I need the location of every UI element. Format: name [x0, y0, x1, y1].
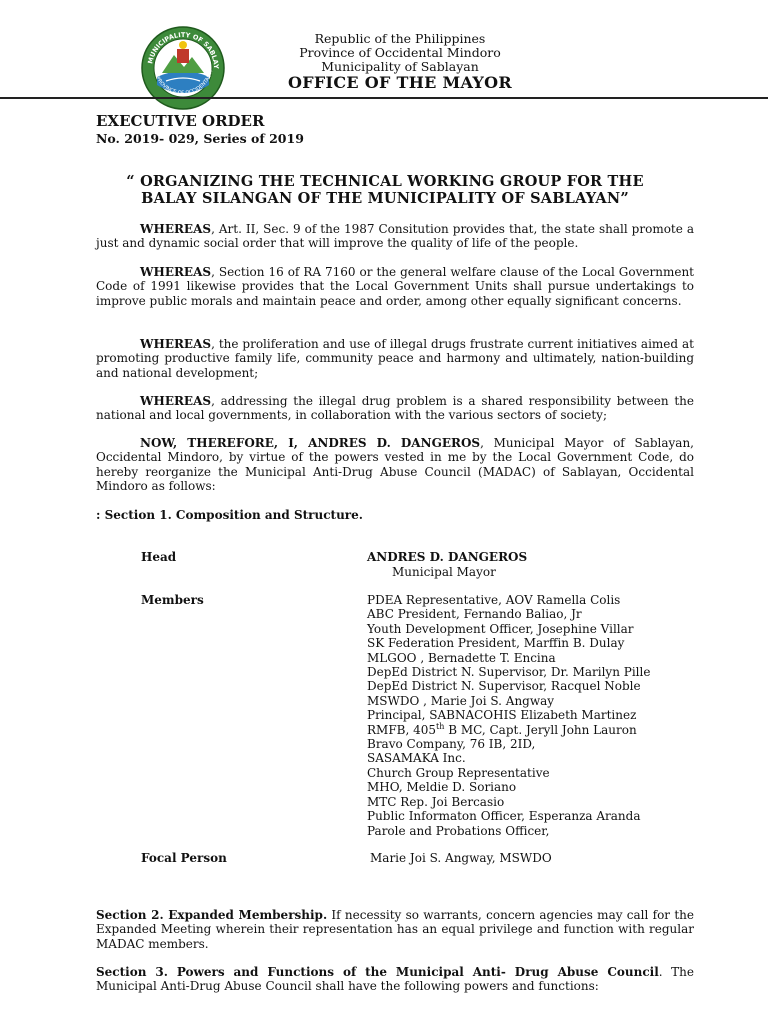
head-title: Municipal Mayor: [392, 565, 496, 579]
member-item: DepEd District N. Supervisor, Racquel Noble: [367, 679, 641, 694]
section3-lead: Section 3. Powers and Functions of the Municipal Anti- Drug Abuse Council: [96, 965, 659, 979]
header-province: Province of Occidental Mindoro: [299, 45, 501, 60]
member-item: MSWDO , Marie Joi S. Angway: [367, 693, 555, 708]
header-divider: [0, 97, 768, 99]
section2-text: If necessity so warrants, concern agencies may call for the Expanded Meeting wherein their representation has an equal privilege and function with regular MADAC members.: [96, 908, 694, 951]
header-municipality: Municipality of Sablayan: [321, 59, 479, 74]
member-item: MTC Rep. Joi Bercasio: [367, 794, 505, 809]
section3-text: . The Municipal Anti-Drug Abuse Council shall have the following powers and functions:: [96, 965, 694, 994]
order-title-line2: BALAY SILANGAN OF THE MUNICIPALITY OF SABLAYAN”: [141, 190, 629, 207]
svg-text:MUNICIPALITY OF SABLAYAN: MUNICIPALITY OF SABLAY: [146, 31, 221, 69]
whereas-clause: [96, 394, 694, 423]
now-therefore-lead: NOW, THEREFORE, I, ANDRES D. DANGEROS: [140, 436, 481, 450]
members-label: Members: [141, 593, 204, 607]
member-item: Principal, SABNACOHIS Elizabeth Martinez: [367, 708, 637, 723]
order-number: No. 2019- 029, Series of 2019: [96, 131, 304, 146]
whereas-text: , the proliferation and use of illegal drugs frustrate current initiatives aimed at promoting productive family life, community peace and harmony and ultimately, nation-building and national development;: [96, 337, 694, 380]
whereas-lead: WHEREAS: [140, 265, 212, 279]
member-item: ABC President, Fernando Baliao, Jr: [367, 607, 582, 622]
member-item-superscript: th: [436, 721, 445, 731]
member-item-text-rest: B MC, Capt. Jeryll John Lauron: [444, 722, 637, 737]
section2-paragraph: [96, 908, 694, 951]
section1-heading: : Section 1. Composition and Structure.: [96, 508, 363, 522]
members-list: [367, 593, 650, 838]
whereas-text: , Art. II, Sec. 9 of the 1987 Consitution provides that, the state shall promote a just and dynamic social order that will improve the quality of life of the people.: [96, 222, 694, 251]
now-therefore-clause: [96, 436, 694, 493]
whereas-clause: [96, 222, 694, 251]
member-item: Public Informaton Officer, Esperanza Aranda: [367, 809, 641, 824]
member-item: SK Federation President, Marffin B. Dulay: [367, 636, 625, 651]
now-therefore-text: , Municipal Mayor of Sablayan, Occidental Mindoro, by virtue of the powers vested in me by the Local Government Code, do hereby reorganize the Municipal Anti-Drug Abuse Council (MADAC) of Sablayan, Occidental Mindoro as follows:: [96, 436, 694, 493]
header-office: OFFICE OF THE MAYOR: [288, 73, 512, 92]
member-item: MLGOO , Bernadette T. Encina: [367, 650, 556, 665]
order-title: [96, 173, 674, 207]
whereas-text: , Section 16 of RA 7160 or the general welfare clause of the Local Government Code of 1991 likewise provides that the Local Government Units shall pursue undertakings to improve public morals and maintain peace and order, among other equally significant concerns.: [96, 265, 694, 308]
section3-paragraph: [96, 965, 694, 994]
member-item: SASAMAKA Inc.: [367, 751, 466, 766]
whereas-lead: WHEREAS: [140, 394, 212, 408]
member-item: MHO, Meldie D. Soriano: [367, 780, 517, 795]
header-republic: Republic of the Philippines: [314, 31, 486, 46]
member-item: Youth Development Officer, Josephine Villar: [367, 621, 634, 636]
whereas-clause: [96, 337, 694, 380]
head-label: Head: [141, 550, 177, 564]
member-item: Bravo Company, 76 IB, 2ID,: [367, 737, 536, 752]
section2-lead: Section 2. Expanded Membership.: [96, 908, 328, 922]
member-item: [367, 723, 650, 737]
member-item-text: RMFB, 405: [367, 722, 436, 737]
focal-person-label: Focal Person: [141, 851, 227, 865]
order-title-line1: “ ORGANIZING THE TECHNICAL WORKING GROUP FOR THE: [126, 173, 644, 190]
focal-person-value: Marie Joi S. Angway, MSWDO: [370, 851, 552, 865]
order-heading: EXECUTIVE ORDER: [96, 112, 265, 130]
head-name: ANDRES D. DANGEROS: [367, 550, 528, 564]
whereas-text: , addressing the illegal drug problem is a shared responsibility between the national and local governments, in collaboration with the various sectors of society;: [96, 394, 694, 423]
svg-text:PROVINCE OF OCCIDENTAL MINDORO: PROVINCE OF OCCIDENTAL M: [154, 69, 215, 97]
member-item: Parole and Probations Officer,: [367, 823, 550, 838]
member-item: PDEA Representative, AOV Ramella Colis: [367, 593, 621, 607]
member-item: DepEd District N. Supervisor, Dr. Marilyn Pille: [367, 665, 651, 680]
member-item: Church Group Representative: [367, 765, 550, 780]
whereas-lead: WHEREAS: [140, 337, 212, 351]
whereas-clause: [96, 265, 694, 308]
whereas-lead: WHEREAS: [140, 222, 212, 236]
